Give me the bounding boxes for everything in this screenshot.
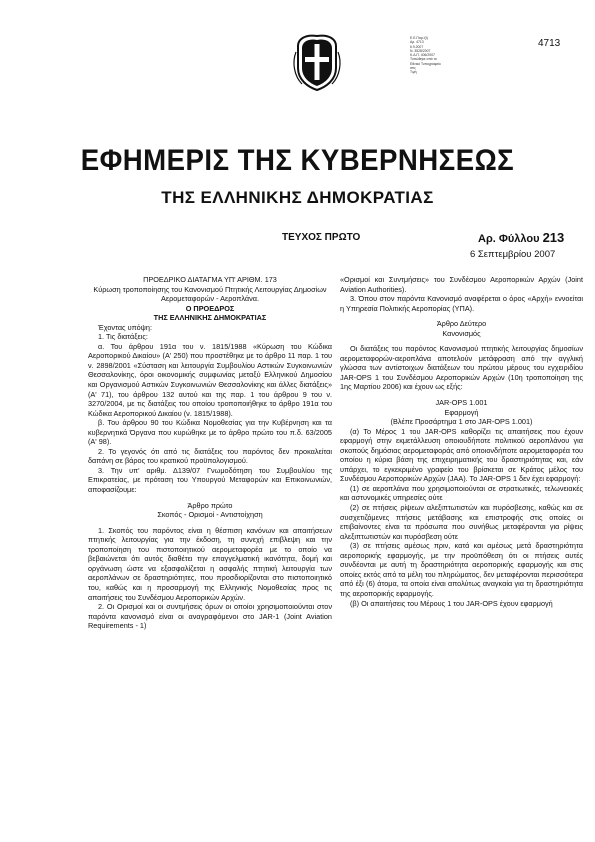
page-number: 4713 [538,38,561,49]
paragraph: 2. Το γεγονός ότι από τις διατάξεις του παρόντος δεν προκαλείται δαπάνη σε βάρος του κρατικού προϋπολογισμού. [88,446,332,466]
stamp-line: Αρ. 4713 [410,40,424,45]
paragraph: 1. Τις διατάξεις: [98,332,148,342]
stamp-line: Κ.Δ.Π. 406/2007 [410,53,435,58]
sheet-number-value: 213 [542,230,565,245]
paragraph: (2) σε πτήσεις ρίψεων αλεξιπτωτιστών και πυρόσβεσης, καθώς και σε συσχετιζόμενες πτήσεις μετάβασης και επιστροφής στις οποίες οι επιβαίνοντες είναι τα πρόσωπα που συνήθως μεταφέρονται για ρίψεις αλεξιπτωτιστών και πυρόσβεση ούτε [340,503,583,541]
decree-description: Κύρωση τροποποίησης του Κανονισμού Πτητικής Λειτουργίας Δημοσίων Αερομεταφορών - Αεροπλάνα. [93,284,327,304]
paragraph: (3) σε πτήσεις αμέσως πριν, κατά και αμέσως μετά δραστηριότητα αεροπορικής εφαρμογής, με την προϋπόθεση ότι οι πτήσεις αυτές συνδέονται με αυτή τη δραστηριότητα αεροπορικής εφαρμογής και στις οποίες εκτός από τα μέλη του πληρώματος, δεν μεταφέρονται περισσότερα από έξι (6) άτομα, τα οποία είναι απολύτως αναγκαία για τη δραστηριότητα της αεροπορικής εφαρμογής. [340,541,583,598]
paragraph: «Ορισμοί και Συντμήσεις» του Συνδέσμου Αεροπορικών Αρχών (Joint Aviation Authorities). [340,275,583,294]
article-title: Άρθρο Δεύτερο [436,319,487,329]
stamp-line: Τιμή [410,70,417,75]
stamp-line: Ν. 3528/2007 [410,48,431,53]
paragraph: (β) Οι απαιτήσεις του Μέρους 1 του JAR-OPS έχουν εφαρμογή [350,598,553,608]
article-subtitle: Κανονισμός [442,328,481,338]
left-column [88,275,332,631]
greek-coat-of-arms-emblem [290,32,344,92]
section-title: JAR-OPS 1.001 [435,398,488,408]
stamp-line: στις [410,66,416,71]
sheet-number-label: Αρ. Φύλλου [478,233,540,245]
paragraph: 3. Την υπ' αριθμ. Δ139/07 Γνωμοδότηση του Συμβουλίου της Επικρατείας, με πρόταση του Υπουργού Μεταφορών και Επικοινωνιών, αποφασίζουμε: [88,465,332,495]
paragraph: 1. Σκοπός του παρόντος είναι η θέσπιση κανόνων και απαιτήσεων πτητικής λειτουργίας για την έκδοση, τη συνεχή επιβλεψη και την τροποποίηση του πιστοποιητικού αερομεταφορέα με το οποίο να βεβαιώνεται ότι αυτός διαθέτει την επαγγελματική ικανότητα, δομή και οργάνωση ώστε να εξασφαλίζεται η ασφαλής πτητική λειτουργία των αεροπλάνων σε δραστηριότητες, που προσδιορίζονται στο πιστοποιητικό του, καθώς και η προσαρμογή της Ελληνικής Νομοθεσίας προς τις απαιτήσεις του Συνδέσμου Αεροπορικών Αρχών. [88,525,332,602]
stamp-line: 6.9.2007 [410,44,424,49]
issue-date: 6 Σεπτεμβρίου 2007 [470,249,556,260]
paragraph: 3. Όπου στον παρόντα Κανονισμό αναφέρεται ο όρος «Αρχή» εννοείται η Υπηρεσία Πολιτικής Αεροπορίας (ΥΠΑ). [340,294,583,313]
gazette-title: ΕΦΗΜΕΡΙΣ ΤΗΣ ΚΥΒΕΡΝΗΣΕΩΣ [80,144,515,177]
gazette-subtitle: ΤΗΣ ΕΛΛΗΝΙΚΗΣ ΔΗΜΟΚΡΑΤΙΑΣ [161,188,434,207]
paragraph: (α) Το Μέρος 1 του JAR-OPS καθορίζει τις απαιτήσεις που έχουν εφαρμογή στην εκμετάλλευση οποιουδήποτε πολιτικού αεροπλάνου για σκοπούς δημόσιας αερομεταφοράς από οποιονδήποτε αερομεταφορέα του οποίου η κύρια βάση της επιχειρηματικής του δραστηριότητας και, εάν υπάρχει, το εγκεκριμένο γραφείο του βρίσκεται σε Κράτος μέλος του Συνδέσμου Αεροπορικών Αρχών (JAA). Το JAR-OPS 1 δεν έχει εφαρμογή: [340,426,583,484]
article-subtitle: Σκοπός - Ορισμοί - Αντιστοίχηση [157,510,263,520]
decree-heading: ΠΡΟΕΔΡΙΚΟ ΔΙΑΤΑΓΜΑ ΥΠ' ΑΡΙΘΜ. 173 [143,275,277,284]
paragraph: Έχοντας υπόψη: [98,322,152,332]
paragraph: Οι διατάξεις του παρόντος Κανονισμού πτητικής λειτουργίας δημοσίων αερομεταφορών-αεροπλάνα αποτελούν μετάφραση από την αγγλική γλώσσα των αντίστοιχων διατάξεων του πρώτου μέρους του εγχειριδίου JAR-OPS 1 του Συνδέσμου Αεροπορικών Αρχών (10η τροποποίηση της 1ης Μαρτίου 2006) και έχουν ως εξής: [340,344,583,392]
president-heading: Ο ΠΡΟΕΔΡΟΣ [185,303,235,313]
stamp-line: Ε.Ε.Παρ.Ι(Ι) [410,36,428,40]
print-stamp [410,36,482,75]
right-column [340,275,583,608]
stamp-line: Τυπώθηκε από το [410,57,437,62]
paragraph: α. Του άρθρου 191α του ν. 1815/1988 «Κύρωση του Κώδικα Αεροπορικού Δικαίου» (Α' 250) που προστέθηκε με το άρθρο 11 παρ. 1 του ν. 2898/2001 «Σύσταση και λειτουργία Συμβουλίου Αστικών Συγκοινωνιών Θεσσαλονίκης, όροι οικονομικής συμφωνίας μεταξύ Ελληνικού Δημοσίου και Οργανισμού Αστικών Συγκοινωνιών Θεσσαλονίκης και άλλες διατάξεις» (Α' 71), του άρθρου 132 αυτού και της παρ. 1 του άρθρου 9 του ν. 3270/2004, με τις διατάξεις του οποίου τροποποιήθηκε το άρθρο 191α του Κώδικα Αεροπορικού Δικαίου (ν. 1815/1988). [88,341,332,418]
issue-part: ΤΕΥΧΟΣ ΠΡΩΤΟ [282,232,361,243]
paragraph: (1) σε αεροπλάνα που χρησιμοποιούνται σε στρατιωτικές, τελωνειακές και αστυνομικές υπηρεσίες ούτε [340,483,583,503]
section-subtitle: Εφαρμογή [444,407,479,417]
paragraph: 2. Οι Ορισμοί και οι συντμήσεις όρων οι οποίοι χρησιμοποιούνται στον παρόντα κανονισμό είναι οι αναγραφόμενοι στο JAR-1 (Joint Aviation Requirements - 1) [88,602,332,631]
sheet-number [478,230,564,245]
paragraph: β. Του άρθρου 90 του Κώδικα Νομοθεσίας για την Κυβέρνηση και τα κυβερνητικά Όργανα που κυρώθηκε με το άρθρο πρώτο του π.δ. 63/2005 (Α' 98). [88,418,332,447]
president-heading-2: ΤΗΣ ΕΛΛΗΝΙΚΗΣ ΔΗΜΟΚΡΑΤΙΑΣ [153,313,267,323]
stamp-line: Εθνικό Τυπογραφείο [410,61,441,66]
article-title: Άρθρο πρώτο [187,500,233,510]
section-reference: (Βλέπε Προσάρτημα 1 στο JAR-OPS 1.001) [390,417,533,427]
